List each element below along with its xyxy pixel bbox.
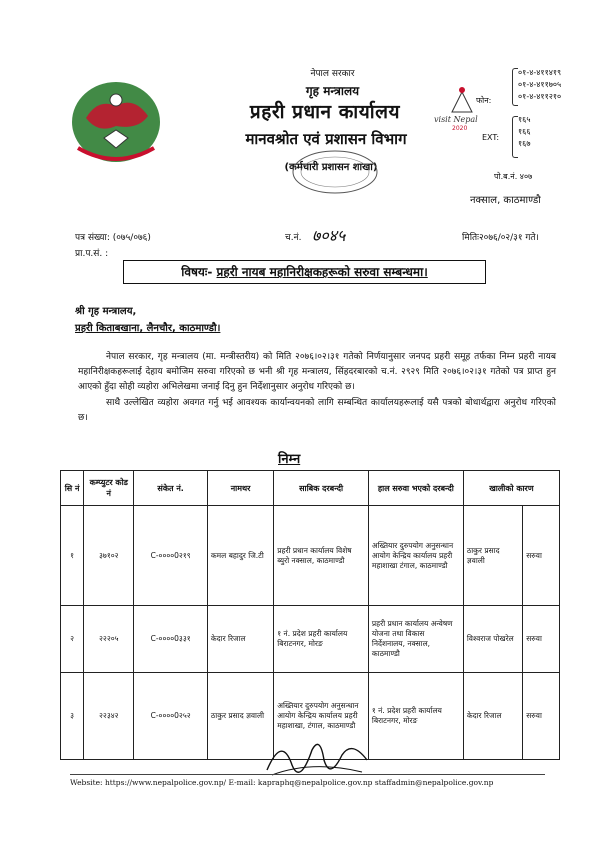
header-symbol: संकेत नं. <box>134 471 208 506</box>
visit-nepal-logo <box>432 82 490 132</box>
ext-list <box>518 114 530 150</box>
visit-nepal-icon <box>432 82 490 132</box>
recipient-line-1: श्री गृह मन्त्रालय, <box>75 306 137 317</box>
body-paragraph-2: साथै उल्लेखित व्यहोरा अवगत गर्नु भई आवश्यक कार्यान्वयनको लागि सम्बन्धित कार्यालयहरूलाई यसै पत्रको बोधार्थद्वारा अनुरोध गरिएको छ। <box>78 398 556 423</box>
cell-sn: १ <box>61 506 84 606</box>
ext-2: १६६ <box>518 127 531 136</box>
cell-name: कमल बहादुर जि.टी <box>207 506 273 606</box>
ext-3: १६७ <box>518 139 531 148</box>
section-name: (कर्मचारी प्रशासन शाखा) <box>284 162 378 173</box>
cell-vacancy-name: विश्वराज पोखरेल <box>463 606 522 673</box>
signature-icon <box>262 730 372 785</box>
ministry-name: गृह मन्त्रालय <box>305 84 360 98</box>
office-title: प्रहरी प्रधान कार्यालय <box>249 101 401 123</box>
government-name: नेपाल सरकार <box>310 69 355 79</box>
body-paragraph-1: नेपाल सरकार, गृह मन्त्रालय (मा. मन्त्रीस्तरीय) को मिति २०७६।०२।३१ गतेको निर्णयानुसार जनपद प्रहरी समूह तर्फका निम्न प्रहरी नायब महानिरीक्षकहरूलाई देहाय बमोजिम सरुवा गरिएको छ भनी श्री गृह मन्त्रालय, सिंहदरबारको च.नं. २९२९ मिति २०७६।०२।३१ गतेको पत्र प्राप्त हुन आएको हुँदा सोही व्यहोरा अभिलेखमा जनाई दिनु हुन निर्देशानुसार अनुरोध गरिएको छ। <box>78 352 556 392</box>
footer-divider <box>70 774 545 775</box>
ext-label: EXT: <box>482 133 500 142</box>
phone-list <box>518 67 561 103</box>
visit-year: 2020 <box>452 125 468 132</box>
subject-box <box>123 260 486 284</box>
phone-label: फोन: <box>476 96 492 105</box>
cell-previous-post: अख्तियार दुरुपयोग अनुसन्धान आयोग केन्द्रिय कार्यालय प्रहरी महाशाखा, टंगाल, काठमाण्डौ <box>274 673 369 760</box>
cell-reason: सरुवा <box>523 673 560 760</box>
cell-reason: सरुवा <box>523 506 560 606</box>
letter-number: पत्र संख्या: (०७५/०७६) <box>75 233 151 243</box>
subject-text: प्रहरी नायब महानिरीक्षकहरूको सरुवा सम्बन्धमा। <box>216 265 428 279</box>
header-new-post: हाल सरुवा भएको दरबन्दी <box>368 471 463 506</box>
cell-vacancy-name: केदार रिजाल <box>463 673 522 760</box>
cell-previous-post: प्रहरी प्रधान कार्यालय विशेष ब्युरो नक्साल, काठमाण्डौ <box>274 506 369 606</box>
table-header-row <box>61 471 560 506</box>
cell-vacancy-name: ठाकुर प्रसाद ज्ञवाली <box>463 506 522 606</box>
cell-reason: सरुवा <box>523 606 560 673</box>
cell-new-post: अख्तियार दुरुपयोग अनुसन्धान आयोग केन्द्रिय कार्यालय प्रहरी महाशाखा टंगाल, काठमाण्डौ <box>368 506 463 606</box>
cell-symbol: C-००००0२५२ <box>134 673 208 760</box>
pras-number: प्रा.प.सं. : <box>75 249 109 259</box>
office-address: नक्साल, काठमाण्डौ <box>470 195 541 206</box>
table-row <box>61 506 560 606</box>
visit-text: visit Nepal <box>434 115 478 124</box>
letter-date: मितिः२०७६/०२/३१ गते। <box>462 233 539 243</box>
phone-1: ०१-४-४११४१९ <box>518 68 562 77</box>
transfer-table <box>60 470 560 760</box>
cell-sn: ३ <box>61 673 84 760</box>
header-sn: सि नं <box>61 471 84 506</box>
phone-2: ०१-४-४११७०५ <box>518 80 562 89</box>
recipient-line-2: प्रहरी किताबखाना, लैनचौर, काठमाण्डौ। <box>75 323 221 334</box>
subject-label: विषयः- <box>181 265 213 279</box>
cell-name: केदार रिजाल <box>207 606 273 673</box>
cell-code: ३७१०२ <box>84 506 134 606</box>
office-stamp-icon <box>290 148 380 196</box>
cell-new-post: प्रहरी प्रधान कार्यालय अन्वेषण योजना तथा विकास निर्देशनालय, नक्साल, काठमाण्डौ <box>368 606 463 673</box>
cell-code: २२२०५ <box>84 606 134 673</box>
cell-code: २२३४२ <box>84 673 134 760</box>
footer-contact: Website: https://www.nepalpolice.gov.np/ E-mail: kapraphq@nepalpolice.gov.np staffadmin@nepalpolice.gov.np <box>70 778 494 787</box>
cell-symbol: C-००००0३३१ <box>134 606 208 673</box>
cell-previous-post: १ नं. प्रदेश प्रहरी कार्यालय बिराटनगर, मोरङ <box>274 606 369 673</box>
header-name: नामथर <box>207 471 273 506</box>
header-previous-post: साबिक दरबन्दी <box>274 471 369 506</box>
cell-new-post: १ नं. प्रदेश प्रहरी कार्यालय बिराटनगर, मोरङ <box>368 673 463 760</box>
header-vacancy-reason: खालीको कारण <box>463 471 559 506</box>
ext-1: १६५ <box>518 115 531 124</box>
phone-3: ०१-४-४११२१० <box>518 92 562 101</box>
table-title: निम्न <box>278 452 301 467</box>
header-code: कम्प्युटर कोड नं <box>84 471 134 506</box>
nepal-emblem-icon <box>68 78 164 166</box>
dispatch-number-value: ७०४५ <box>312 226 346 245</box>
department-title: मानवश्रोत एवं प्रशासन विभाग <box>245 130 407 148</box>
cell-sn: २ <box>61 606 84 673</box>
dispatch-number-label: च.नं. <box>285 233 302 243</box>
po-box: पो.ब.नं. ४०७ <box>494 172 533 181</box>
cell-name: ठाकुर प्रसाद ज्ञवाली <box>207 673 273 760</box>
table-row <box>61 606 560 673</box>
cell-symbol: C-००००0२१९ <box>134 506 208 606</box>
